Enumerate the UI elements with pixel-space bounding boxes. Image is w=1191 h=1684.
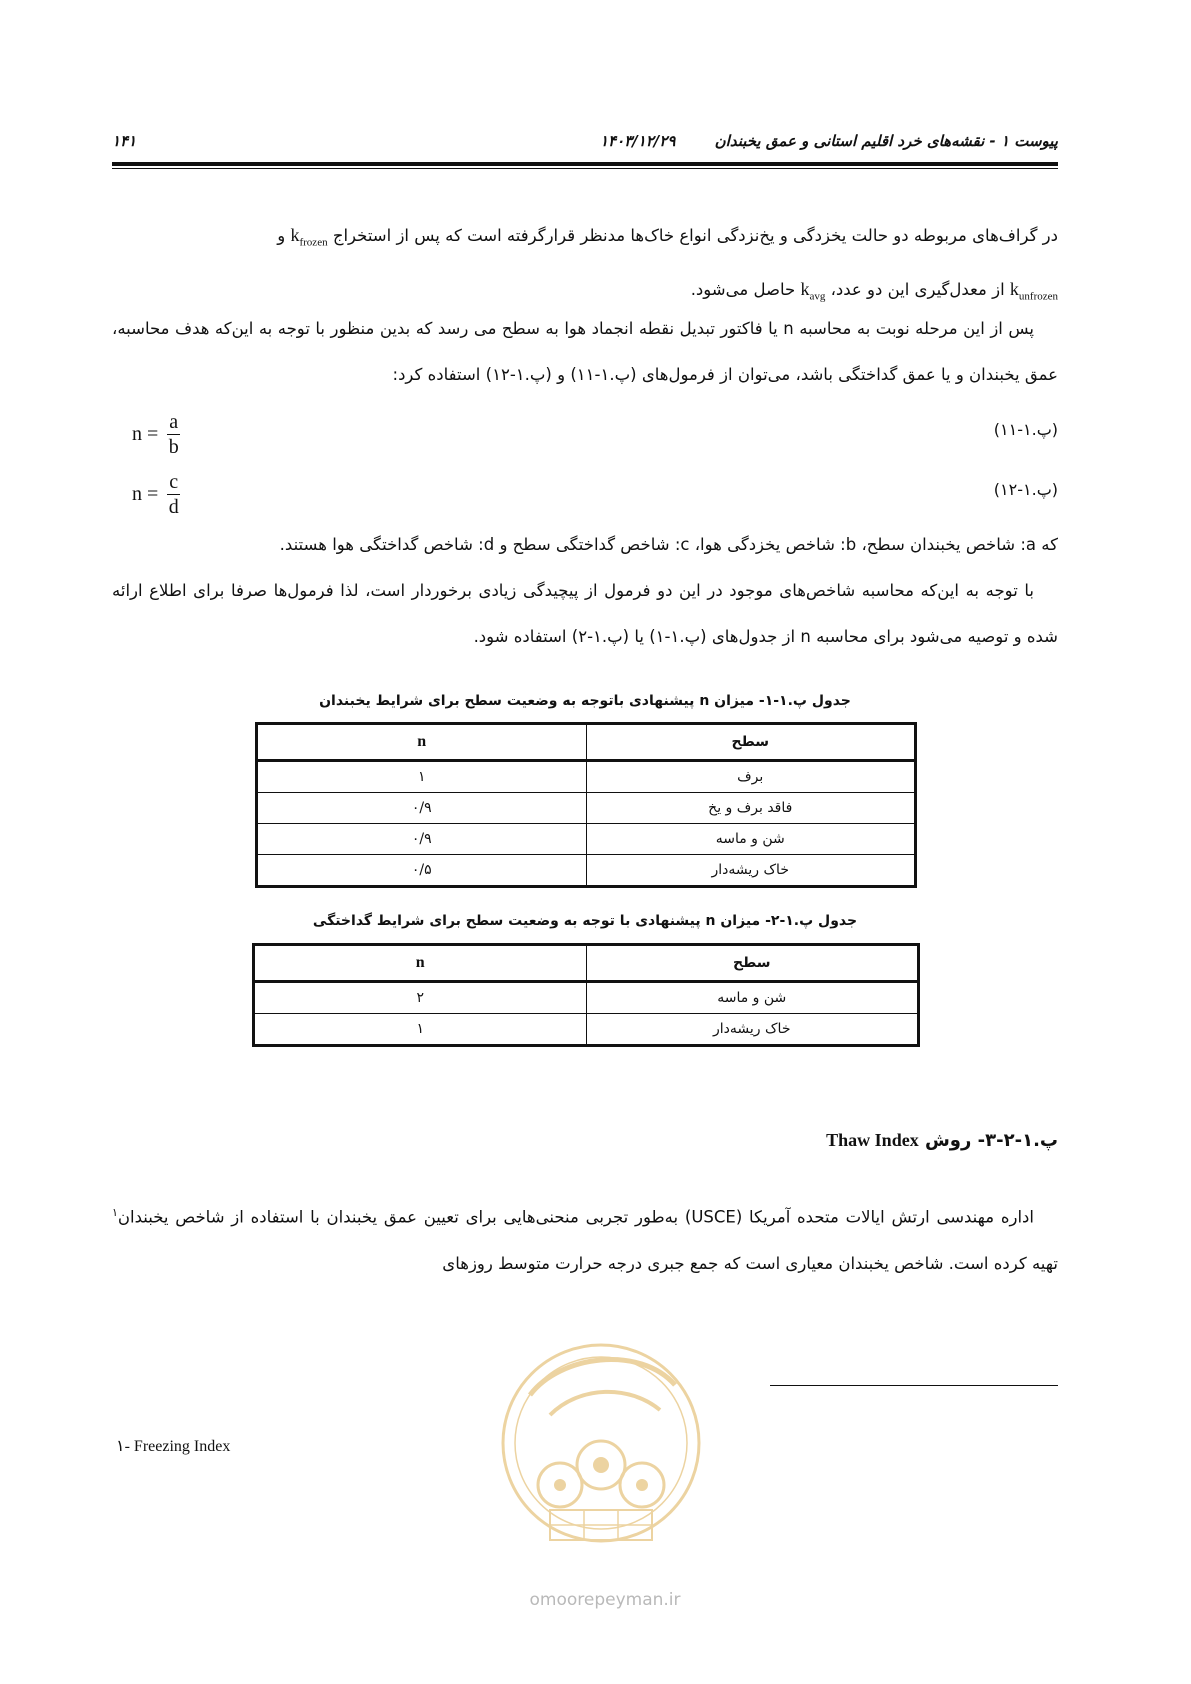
paragraph-1-text-d: حاصل می‌شود. <box>690 279 801 299</box>
column-header-n: n <box>254 945 587 982</box>
formula-12 <box>132 470 180 519</box>
table-header-row <box>257 724 916 761</box>
table-cell: خاک ریشه‌دار <box>586 1014 919 1046</box>
table-cell: ۰/۵ <box>257 855 587 887</box>
table-cell: ۰/۹ <box>257 793 587 824</box>
watermark-url: omoorepeyman.ir <box>529 1590 681 1610</box>
equation-number-12: (پ.۱-۱۲) <box>993 480 1058 499</box>
avg-subscript: avg <box>809 290 826 303</box>
footnote-marker[interactable]: ۱ <box>112 1206 118 1219</box>
formula-11 <box>132 410 180 459</box>
table-cell: خاک ریشه‌دار <box>586 855 916 887</box>
table-row <box>257 761 916 793</box>
section-heading <box>826 1130 1058 1151</box>
section-heading-latin: Thaw Index <box>826 1130 919 1150</box>
footnote-separator <box>770 1385 1058 1386</box>
table-2-caption: جدول پ.۱-۲- میزان n پیشنهادی با توجه به وضعیت سطح برای شرایط گداختگی <box>312 913 858 929</box>
table-header-row <box>254 945 919 982</box>
header-rule-thin <box>112 168 1058 169</box>
k-avg <box>800 278 826 303</box>
header-title: پیوست ۱ - نقشه‌های خرد اقلیم استانی و عمق یخبندان <box>714 132 1058 150</box>
paragraph-5-text-a: اداره مهندسی ارتش ایالات متحده آمریکا (USCE) به‌طور تجربی منحنی‌هایی برای تعیین عمق یخبندان با استفاده از شاخص یخبندان <box>117 1207 1034 1227</box>
paragraph-3: که a: شاخص یخبندان سطح، b: شاخص یخزدگی هوا، c: شاخص گداختگی سطح و d: شاخص گداختگی هوا هستند. <box>279 535 1058 554</box>
watermark-logo-icon <box>490 1325 712 1595</box>
paragraph-1-text-b: و <box>277 226 291 245</box>
table-cell: شن و ماسه <box>586 982 919 1014</box>
fraction-numerator: a <box>169 411 179 433</box>
formula-lhs: n = <box>132 483 159 505</box>
fraction-denominator: d <box>168 496 179 518</box>
table-cell: شن و ماسه <box>586 824 916 855</box>
paragraph-2: پس از این مرحله نوبت به محاسبه n یا فاکتور تبدیل نقطه انجماد هوا به سطح می رسد که بدین منظور با توجه به این‌که هدف محاسبه، عمق یخبندان و یا عمق گداختگی باشد، می‌توان از فرمول‌های (پ.۱-۱۱) و (پ.۱-۱۲) استفاده کرد: <box>112 319 1058 384</box>
paragraph-5-text-b: تهیه کرده است. شاخص یخبندان معیاری است که جمع جبری درجه حرارت متوسط روزهای <box>442 1253 1058 1273</box>
table-row <box>257 824 916 855</box>
formula-lhs: n = <box>132 423 159 445</box>
header-title-block <box>600 132 1058 150</box>
k-frozen <box>290 225 328 249</box>
footnote-text: ۱- Freezing Index <box>116 1438 231 1455</box>
column-header-n: n <box>257 724 587 761</box>
page-number: ۱۴۱ <box>112 132 137 150</box>
paragraph-1-text-c: از معدل‌گیری این دو عدد، <box>825 279 1010 299</box>
header-date: ۱۴۰۳/۱۲/۲۹ <box>599 132 676 150</box>
paragraph-1 <box>112 212 1058 319</box>
table-cell: فاقد برف و یخ <box>586 793 916 824</box>
table-row <box>254 1014 919 1046</box>
section-heading-number: پ.۱-۲-۳- روش <box>918 1130 1058 1151</box>
fraction <box>167 410 180 459</box>
column-header-surface: سطح <box>586 945 919 982</box>
table-cell: ۱ <box>254 1014 587 1046</box>
paragraph-5 <box>112 1190 1058 1287</box>
frozen-subscript: frozen <box>299 236 328 249</box>
table-1-caption: جدول پ.۱-۱- میزان n پیشنهادی باتوجه به وضعیت سطح برای شرایط یخبندان <box>319 693 851 709</box>
column-header-surface: سطح <box>586 724 916 761</box>
table-row <box>254 982 919 1014</box>
table-cell: ۲ <box>254 982 587 1014</box>
table-row <box>257 855 916 887</box>
fraction-numerator: c <box>169 471 179 493</box>
table-cell: ۱ <box>257 761 587 793</box>
k-symbol: k <box>290 225 300 245</box>
table-cell: ۰/۹ <box>257 824 587 855</box>
paragraph-4: با توجه به این‌که محاسبه شاخص‌های موجود در این دو فرمول از پیچیدگی زیادی برخوردار است، لذا فرمول‌ها صرفا برای اطلاع ارائه شده و توصیه می‌شود برای محاسبه n از جدول‌های (پ.۱-۱) یا (پ.۱-۲) استفاده شود. <box>112 581 1058 646</box>
fraction <box>167 470 180 519</box>
equation-number-11: (پ.۱-۱۱) <box>993 420 1058 439</box>
paragraph-1-text-a: در گراف‌های مربوطه دو حالت یخزدگی و یخ‌نزدگی انواع خاک‌ها مدنظر قرارگرفته است که پس از استخراج <box>327 226 1058 245</box>
fraction-denominator: b <box>168 436 179 458</box>
table-cell: برف <box>586 761 916 793</box>
table-row <box>257 793 916 824</box>
unfrozen-subscript: unfrozen <box>1018 290 1058 303</box>
table-2 <box>252 943 920 1047</box>
k-symbol: k <box>800 278 810 299</box>
k-unfrozen <box>1009 278 1058 303</box>
page-header <box>112 128 1058 162</box>
k-symbol: k <box>1009 278 1019 299</box>
header-rule-thick <box>112 162 1058 166</box>
table-1 <box>255 722 917 888</box>
